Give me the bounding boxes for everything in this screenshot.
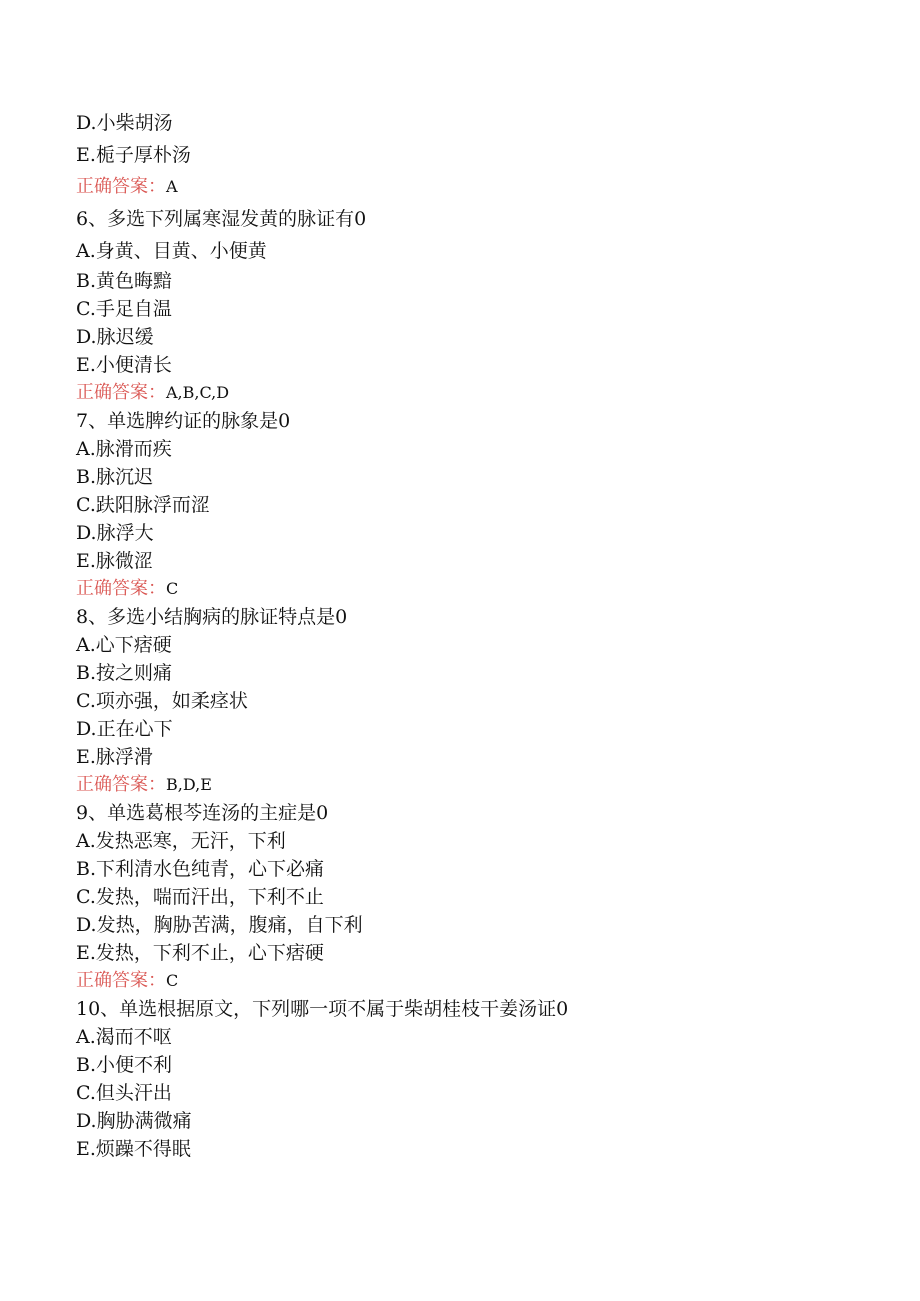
- option-line: A.身黄、目黄、小便黄: [76, 240, 267, 262]
- option-line: C.但头汗出: [76, 1082, 172, 1104]
- answer-value: C: [166, 579, 179, 598]
- option-line: B.按之则痛: [76, 662, 173, 684]
- answer-value: A: [166, 177, 178, 196]
- option-line: B.小便不利: [76, 1054, 173, 1076]
- option-line: A.渴而不呕: [76, 1026, 172, 1048]
- answer-line: [76, 379, 876, 407]
- option-line: E.脉微涩: [76, 550, 153, 572]
- answer-label: 正确答案：: [76, 970, 166, 991]
- option-line: C.手足自温: [76, 298, 172, 320]
- option-line: E.烦躁不得眠: [76, 1138, 191, 1160]
- answer-value: C: [166, 971, 179, 990]
- answer-value: A,B,C,D: [166, 383, 230, 402]
- option-line: C.项亦强，如柔痉状: [76, 690, 248, 712]
- option-line: A.脉滑而疾: [76, 438, 172, 460]
- option-line: C.趺阳脉浮而涩: [76, 494, 210, 516]
- option-line: E.栀子厚朴汤: [76, 144, 191, 166]
- answer-label: 正确答案：: [76, 578, 166, 599]
- document-page: [76, 107, 876, 1163]
- answer-value: B,D,E: [166, 775, 212, 794]
- answer-label: 正确答案：: [76, 176, 166, 197]
- answer-label: 正确答案：: [76, 774, 166, 795]
- option-line: D.胸胁满微痛: [76, 1110, 192, 1132]
- option-line: B.脉沉迟: [76, 466, 154, 488]
- answer-line: [76, 967, 876, 995]
- option-line: D.脉浮大: [76, 522, 154, 544]
- option-line: C.发热，喘而汗出，下利不止: [76, 886, 324, 908]
- option-line: E.小便清长: [76, 354, 172, 376]
- option-line: E.脉浮滑: [76, 746, 153, 768]
- answer-line: [76, 171, 876, 203]
- option-line: B.黄色晦黯: [76, 270, 173, 292]
- answer-label: 正确答案：: [76, 382, 166, 403]
- option-line: D.发热，胸胁苦满，腹痛，自下利: [76, 914, 363, 936]
- question-line: 9、单选葛根芩连汤的主症是0: [76, 802, 329, 824]
- option-line: B.下利清水色纯青，心下必痛: [76, 858, 325, 880]
- option-line: D.小柴胡汤: [76, 112, 173, 134]
- question-line: 10、单选根据原文，下列哪一项不属于柴胡桂枝干姜汤证0: [76, 998, 569, 1020]
- question-line: 8、多选小结胸病的脉证特点是0: [76, 606, 348, 628]
- question-line: 6、多选下列属寒湿发黄的脉证有0: [76, 208, 367, 230]
- answer-line: [76, 575, 876, 603]
- option-line: D.正在心下: [76, 718, 173, 740]
- option-line: E.发热，下利不止，心下痞硬: [76, 942, 324, 964]
- option-line: A.心下痞硬: [76, 634, 172, 656]
- answer-line: [76, 771, 876, 799]
- question-line: 7、单选脾约证的脉象是0: [76, 410, 291, 432]
- option-line: A.发热恶寒，无汗，下利: [76, 830, 286, 852]
- option-line: D.脉迟缓: [76, 326, 154, 348]
